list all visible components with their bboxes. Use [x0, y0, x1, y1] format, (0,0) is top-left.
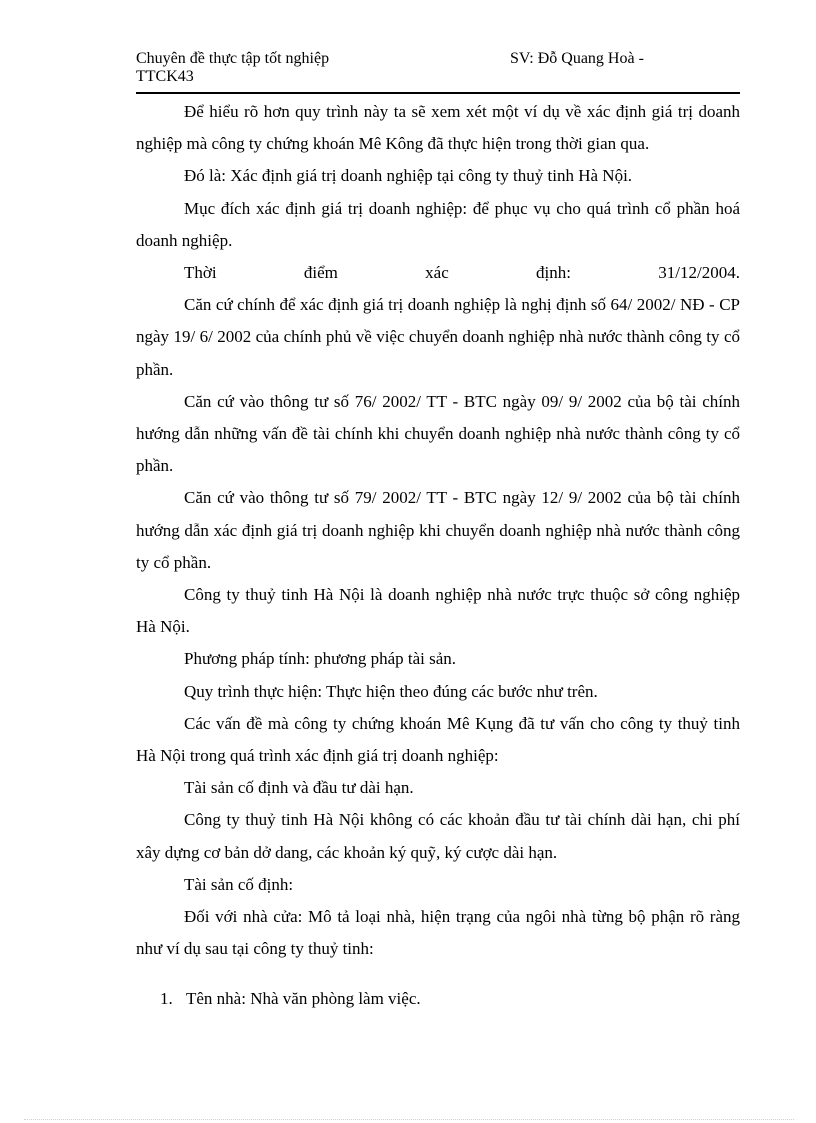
- paragraph: Căn cứ vào thông tư số 79/ 2002/ TT - BTC ngày 12/ 9/ 2002 của bộ tài chính hướng dẫn xác định giá trị doanh nghiệp khi chuyển doanh nghiệp nhà nước thành công ty cổ phần.: [136, 488, 740, 572]
- paragraph: Công ty thuỷ tinh Hà Nội là doanh nghiệp nhà nước trực thuộc sở công nghiệp Hà Nội.: [136, 585, 740, 637]
- paragraph: Các vấn đề mà công ty chứng khoán Mê Kụng đã tư vấn cho công ty thuỷ tinh Hà Nội trong quá trình xác định giá trị doanh nghiệp:: [136, 713, 740, 766]
- paragraph: Căn cứ chính để xác định giá trị doanh nghiệp là nghị định số 64/ 2002/ NĐ - CP ngày 19/ 6/ 2002 của chính phủ về việc chuyển doanh nghiệp nhà nước thành công ty cổ phần.: [136, 295, 740, 379]
- paragraph: Căn cứ vào thông tư số 76/ 2002/ TT - BTC ngày 09/ 9/ 2002 của bộ tài chính hướng dẫn những vấn đề tài chính khi chuyển doanh nghiệp nhà nước thành công ty cổ phần.: [136, 391, 740, 476]
- list-item: [160, 987, 421, 1011]
- header-row: [136, 50, 740, 68]
- list-text: Tên nhà: Nhà văn phòng làm việc.: [186, 989, 421, 1008]
- header-title: Chuyên đề thực tập tốt nghiệp: [136, 50, 330, 67]
- paragraph: Để hiểu rõ hơn quy trình này ta sẽ xem xét một ví dụ về xác định giá trị doanh nghiệp mà công ty chứng khoán Mê Kông đã thực hiện trong thời gian qua.: [136, 102, 740, 154]
- paragraph: Mục đích xác định giá trị doanh nghiệp: để phục vụ cho quá trình cổ phần hoá doanh nghiệp.: [136, 198, 740, 250]
- header-divider: [136, 92, 740, 94]
- header-class: TTCK43: [136, 68, 194, 85]
- document-body: [136, 96, 740, 965]
- paragraph: Quy trình thực hiện: Thực hiện theo đúng các bước như trên.: [184, 681, 598, 701]
- paragraph: Thời điểm xác định: 31/12/2004.: [184, 263, 740, 283]
- paragraph: Công ty thuỷ tinh Hà Nội không có các khoản đầu tư tài chính dài hạn, chi phí xây dựng cơ bản dở dang, các khoản ký quỹ, ký cược dài hạn.: [136, 810, 740, 862]
- paragraph: Phương pháp tính: phương pháp tài sản.: [184, 649, 457, 669]
- paragraph: Tài sản cố định và đầu tư dài hạn.: [184, 778, 414, 798]
- list-number: 1.: [160, 989, 173, 1008]
- paragraph: Tài sản cố định:: [184, 874, 294, 894]
- header-author: SV: Đỗ Quang Hoà -: [510, 50, 644, 67]
- paragraph: Đó là: Xác định giá trị doanh nghiệp tại công ty thuỷ tinh Hà Nội.: [184, 166, 633, 186]
- paragraph: Đối với nhà cửa: Mô tả loại nhà, hiện trạng của ngôi nhà từng bộ phận rõ ràng như ví dụ sau tại công ty thuỷ tinh:: [136, 907, 740, 959]
- page-header: [136, 50, 740, 86]
- page-bottom-border: [24, 1119, 794, 1120]
